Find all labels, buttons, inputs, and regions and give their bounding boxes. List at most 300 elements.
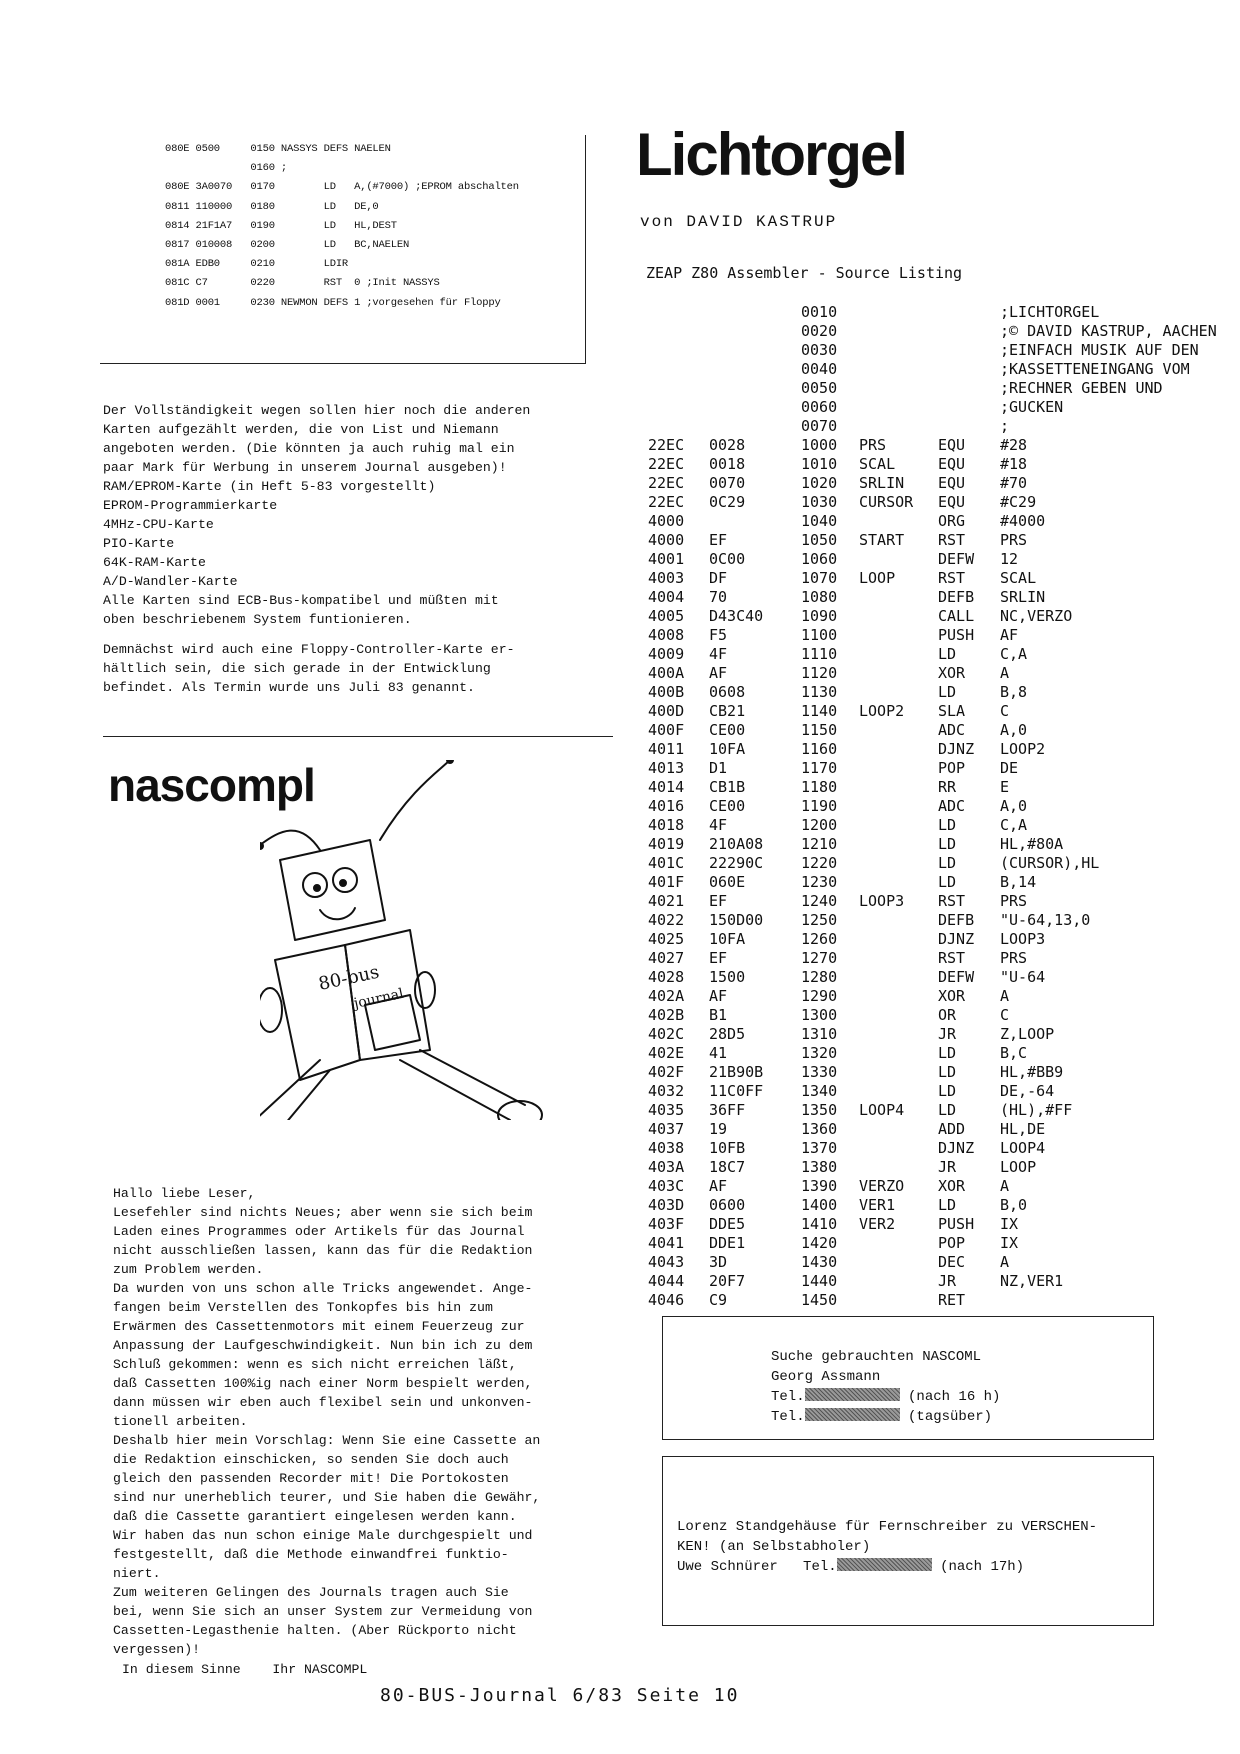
listing-addr: 4013 [648, 759, 685, 777]
listing-code: 11C0FF [709, 1082, 764, 1100]
listing-operand: PRS [1000, 949, 1028, 967]
listing-label [859, 759, 938, 778]
ad1-tel1-label: Tel. [771, 1389, 805, 1405]
listing-op: EQU [938, 474, 966, 492]
listing-row [648, 360, 1240, 379]
listing-code: 150D00 [709, 911, 764, 929]
listing-code: 0600 [709, 1196, 746, 1214]
listing-code: 20F7 [709, 1272, 746, 1290]
listing-operand: Z,LOOP [1000, 1025, 1055, 1043]
listing-code [709, 379, 801, 398]
listing-line: 1330 [801, 1063, 838, 1081]
listing-operand: LOOP4 [1000, 1139, 1046, 1157]
listing-row [648, 607, 1240, 626]
ad1-line2: Georg Assmann [771, 1369, 881, 1385]
listing-addr: 400F [648, 721, 685, 739]
listing-code: B1 [709, 1006, 728, 1024]
listing-operand: (HL),#FF [1000, 1101, 1073, 1119]
top-code-line: 0814 21F1A7 0190 LD HL,DEST [165, 219, 397, 232]
listing-op: RST [938, 569, 966, 587]
listing-row [648, 1139, 1240, 1158]
listing-op [938, 379, 1000, 398]
listing-operand: ; [1000, 417, 1010, 435]
listing-line: 1430 [801, 1253, 838, 1271]
listing-row [648, 322, 1240, 341]
nascompl-cartoon [260, 760, 610, 1120]
listing-code: EF [709, 892, 728, 910]
listing-line: 1400 [801, 1196, 838, 1214]
listing-code: CB1B [709, 778, 746, 796]
listing-op [938, 341, 1000, 360]
listing-label [859, 854, 938, 873]
listing-code: 0608 [709, 683, 746, 701]
listing-addr: 4014 [648, 778, 685, 796]
listing-operand: PRS [1000, 892, 1028, 910]
listing-label [859, 664, 938, 683]
ad2-tel-label: Tel. [803, 1559, 837, 1575]
listing-label [859, 1291, 938, 1310]
listing-addr: 4016 [648, 797, 685, 815]
listing-operand: ;© DAVID KASTRUP, AACHEN [1000, 322, 1217, 340]
listing-operand: PRS [1000, 531, 1028, 549]
listing-op: ADC [938, 721, 966, 739]
ad2-tel-note: (nach 17h) [940, 1559, 1025, 1575]
listing-row [648, 797, 1240, 816]
listing-operand: DE [1000, 759, 1019, 777]
listing-row [648, 550, 1240, 569]
listing-addr: 4028 [648, 968, 685, 986]
listing-op [938, 322, 1000, 341]
top-code-line: 080E 3A0070 0170 LD A,(#7000) ;EPROM abschalten [165, 181, 519, 194]
listing-operand: C,A [1000, 816, 1028, 834]
listing-op: DJNZ [938, 740, 975, 758]
listing-code: 10FA [709, 740, 746, 758]
listing-addr [648, 341, 709, 360]
listing-row [648, 512, 1240, 531]
listing-code: D1 [709, 759, 728, 777]
listing-label [859, 949, 938, 968]
listing-code: 10FA [709, 930, 746, 948]
listing-operand: DE,-64 [1000, 1082, 1055, 1100]
listing-row [648, 759, 1240, 778]
listing-code: F5 [709, 626, 728, 644]
listing-addr [648, 303, 709, 322]
listing-label [859, 379, 938, 398]
listing-label: LOOP [859, 569, 896, 587]
listing-label [859, 740, 938, 759]
listing-addr: 22EC [648, 474, 685, 492]
listing-label: LOOP2 [859, 702, 905, 720]
listing-line: 1300 [801, 1006, 838, 1024]
listing-addr: 402F [648, 1063, 685, 1081]
listing-addr: 402E [648, 1044, 685, 1062]
listing-row [648, 626, 1240, 645]
listing-code: 1500 [709, 968, 746, 986]
listing-op: XOR [938, 664, 966, 682]
listing-addr: 4000 [648, 512, 685, 530]
listing-label [859, 683, 938, 702]
listing-row [648, 569, 1240, 588]
listing-line: 1180 [801, 778, 838, 796]
listing-addr: 4005 [648, 607, 685, 625]
listing-addr: 403C [648, 1177, 685, 1195]
top-code-line: 080E 0500 0150 NASSYS DEFS NAELEN [165, 143, 391, 155]
listing-code: 36FF [709, 1101, 746, 1119]
listing-operand: C [1000, 1006, 1010, 1024]
listing-operand: ;EINFACH MUSIK AUF DEN [1000, 341, 1199, 359]
listing-label [859, 1272, 938, 1291]
listing-label [859, 303, 938, 322]
listing-row [648, 436, 1240, 455]
listing-op: LD [938, 854, 957, 872]
listing-line: 1370 [801, 1139, 838, 1157]
listing-line: 1200 [801, 816, 838, 834]
listing-addr: 22EC [648, 455, 685, 473]
listing-addr: 403A [648, 1158, 685, 1176]
listing-operand: ;KASSETTENEINGANG VOM [1000, 360, 1190, 378]
listing-label [859, 987, 938, 1006]
listing-label [859, 721, 938, 740]
listing-operand: A [1000, 664, 1010, 682]
listing-row [648, 1082, 1240, 1101]
listing-label: PRS [859, 436, 887, 454]
nascompl-title: nascompl [108, 759, 315, 811]
ad-box-lorenz [662, 1456, 1154, 1626]
listing-row [648, 987, 1240, 1006]
listing-row [648, 493, 1240, 512]
top-code-listing [165, 140, 519, 313]
listing-operand: NC,VERZO [1000, 607, 1073, 625]
listing-line: 0010 [801, 303, 838, 321]
listing-operand: "U-64 [1000, 968, 1046, 986]
listing-line: 1210 [801, 835, 838, 853]
listing-row [648, 531, 1240, 550]
listing-addr: 4009 [648, 645, 685, 663]
redacted-phone-3 [837, 1558, 932, 1571]
listing-line: 1380 [801, 1158, 838, 1176]
listing-operand: ;LICHTORGEL [1000, 303, 1100, 321]
nascompl-letter: Hallo liebe Leser, Lesefehler sind nichts Neues; aber wenn sie sich beim Laden eines Programmes oder Artikels für das Journal nicht ausschließen lassen, kann das für die Redaktion zum Problem werden. Da wurden von uns schon alle Tricks angewendet. Ange- fangen beim Verstellen des Tonkopfes bis hin zum Erwärmen des Cassettenmotors mit einem Feuerzeug zur Anpassung der Laufgeschwindigkeit. Nun bin ich zu dem Schluß gekommen: wenn es sich nicht erreichen läßt, daß Cassetten 100%ig nach einer Norm bespielt werden, dann müssen wir eben auch flexibel sein und unkonven- tionell arbeiten. Deshalb hier mein Vorschlag: Wenn Sie eine Cassette an die Redaktion einschicken, so senden Sie doch auch gleich den passenden Recorder mit! Die Portokosten sind nur unerheblich teurer, und Sie haben die Gewähr, daß die Cassette garantiert eingelesen werden kann. Wir haben das nun schon einige Male durchgespielt und festgestellt, daß die Methode einwandfrei funktio- niert. Zum weiteren Gelingen des Journals tragen auch Sie bei, wenn Sie sich an unser System zur Vermeidung von Cassetten-Legasthenie halten. (Aber Rückporto nicht vergessen)! [113, 1186, 541, 1657]
listing-row [648, 949, 1240, 968]
listing-op: ADD [938, 1120, 966, 1138]
listing-op: JR [938, 1272, 957, 1290]
listing-code: 0C00 [709, 550, 746, 568]
listing-row [648, 1234, 1240, 1253]
listing-code: 3D [709, 1253, 728, 1271]
listing-op: SLA [938, 702, 966, 720]
listing-op: DEFB [938, 588, 975, 606]
listing-addr [648, 322, 709, 341]
listing-label [859, 512, 938, 531]
right-antenna [380, 760, 450, 840]
listing-op: LD [938, 683, 957, 701]
listing-code: 0C29 [709, 493, 746, 511]
listing-op: OR [938, 1006, 957, 1024]
listing-code: 70 [709, 588, 728, 606]
left-antenna [260, 831, 320, 850]
listing-addr: 4022 [648, 911, 685, 929]
listing-code: DDE5 [709, 1215, 746, 1233]
magazine-title-2: journal [352, 985, 406, 1012]
listing-operand: B,C [1000, 1044, 1028, 1062]
listing-code [709, 417, 801, 436]
listing-code: AF [709, 664, 728, 682]
listing-addr: 4018 [648, 816, 685, 834]
listing-line: 1100 [801, 626, 838, 644]
listing-line: 1440 [801, 1272, 838, 1290]
listing-row [648, 303, 1240, 322]
listing-label: VER1 [859, 1196, 896, 1214]
listing-addr: 403D [648, 1196, 685, 1214]
listing-code: 10FB [709, 1139, 746, 1157]
nascompl-closing: In diesem Sinne Ihr NASCOMPL [122, 1662, 368, 1677]
listing-addr: 4019 [648, 835, 685, 853]
listing-addr: 4008 [648, 626, 685, 644]
listing-operand: "U-64,13,0 [1000, 911, 1091, 929]
listing-op: LD [938, 1044, 957, 1062]
ad1-content [771, 1347, 1000, 1427]
listing-line: 1000 [801, 436, 838, 454]
listing-addr: 4021 [648, 892, 685, 910]
listing-operand: A,0 [1000, 797, 1028, 815]
listing-code: 28D5 [709, 1025, 746, 1043]
listing-label: LOOP3 [859, 892, 905, 910]
listing-code: 22290C [709, 854, 764, 872]
listing-operand: IX [1000, 1215, 1019, 1233]
listing-row [648, 1063, 1240, 1082]
listing-row [648, 1215, 1240, 1234]
listing-addr [648, 417, 709, 436]
listing-label [859, 1253, 938, 1272]
lichtorgel-title: Lichtorgel [636, 121, 907, 188]
listing-op: POP [938, 1234, 966, 1252]
listing-line: 1350 [801, 1101, 838, 1119]
listing-addr: 4003 [648, 569, 685, 587]
listing-addr: 4037 [648, 1120, 685, 1138]
listing-line: 1080 [801, 588, 838, 606]
listing-row [648, 721, 1240, 740]
listing-code: CE00 [709, 797, 746, 815]
listing-code: 0018 [709, 455, 746, 473]
listing-code: EF [709, 531, 728, 549]
top-code-line: 0160 ; [165, 162, 288, 175]
listing-label: VER2 [859, 1215, 896, 1233]
listing-code: AF [709, 1177, 728, 1195]
listing-row [648, 778, 1240, 797]
listing-operand: A [1000, 1177, 1010, 1195]
ad1-tel1-note: (nach 16 h) [908, 1389, 1001, 1405]
listing-operand: C,A [1000, 645, 1028, 663]
listing-operand: A [1000, 987, 1010, 1005]
listing-op: DEFW [938, 550, 975, 568]
listing-line: 0020 [801, 322, 838, 340]
page-footer: 80-BUS-Journal 6/83 Seite 10 [380, 1685, 740, 1706]
listing-line: 1050 [801, 531, 838, 549]
listing-operand: LOOP2 [1000, 740, 1046, 758]
listing-operand: ;GUCKEN [1000, 398, 1064, 416]
listing-row [648, 702, 1240, 721]
listing-line: 0060 [801, 398, 838, 416]
listing-header: ZEAP Z80 Assembler - Source Listing [646, 264, 963, 282]
top-code-line: 081A EDB0 0210 LDIR [165, 258, 349, 271]
ad2-line2: KEN! (an Selbstabholer) [677, 1539, 871, 1555]
listing-label [859, 550, 938, 569]
listing-line: 1110 [801, 645, 838, 663]
top-code-line: 081C C7 0220 RST 0 ;Init NASSYS [165, 277, 440, 290]
ad2-name: Uwe Schnürer [677, 1559, 778, 1575]
listing-code [709, 322, 801, 341]
listing-row [648, 1291, 1240, 1310]
listing-code: CE00 [709, 721, 746, 739]
listing-addr: 22EC [648, 493, 685, 511]
listing-op: XOR [938, 1177, 966, 1195]
listing-op: LD [938, 645, 957, 663]
listing-line: 1280 [801, 968, 838, 986]
listing-label: VERZO [859, 1177, 905, 1195]
listing-operand: C [1000, 702, 1010, 720]
top-code-box [100, 135, 586, 364]
listing-addr: 403F [648, 1215, 685, 1233]
listing-label: SRLIN [859, 474, 905, 492]
listing-code: 19 [709, 1120, 728, 1138]
listing-row [648, 892, 1240, 911]
listing-label [859, 322, 938, 341]
listing-addr: 400B [648, 683, 685, 701]
listing-op: RST [938, 892, 966, 910]
right-antenna-tip [447, 760, 453, 763]
listing-op: PUSH [938, 626, 975, 644]
listing-code [709, 360, 801, 379]
listing-operand: HL,DE [1000, 1120, 1046, 1138]
listing-op: LD [938, 1082, 957, 1100]
listing-op: JR [938, 1025, 957, 1043]
listing-line: 1060 [801, 550, 838, 568]
listing-line: 1160 [801, 740, 838, 758]
listing-row [648, 474, 1240, 493]
listing-addr: 4035 [648, 1101, 685, 1119]
listing-op: PUSH [938, 1215, 975, 1233]
listing-operand: NZ,VER1 [1000, 1272, 1064, 1290]
listing-row [648, 873, 1240, 892]
listing-op: LD [938, 1101, 957, 1119]
listing-code: CB21 [709, 702, 746, 720]
listing-addr: 4001 [648, 550, 685, 568]
listing-op: DEFW [938, 968, 975, 986]
listing-line: 0030 [801, 341, 838, 359]
listing-row [648, 835, 1240, 854]
listing-op: ORG [938, 512, 966, 530]
listing-op: LD [938, 873, 957, 891]
listing-line: 1020 [801, 474, 838, 492]
listing-label: SCAL [859, 455, 896, 473]
floppy-paragraph: Demnächst wird auch eine Floppy-Controller-Karte er- hältlich sein, die sich gerade in der Entwicklung befindet. Als Termin wurde uns Juli 83 genannt. [103, 642, 515, 695]
listing-operand: A [1000, 1253, 1010, 1271]
listing-op: XOR [938, 987, 966, 1005]
listing-row [648, 930, 1240, 949]
redacted-phone-2 [805, 1408, 900, 1421]
listing-addr [648, 398, 709, 417]
listing-operand: LOOP [1000, 1158, 1037, 1176]
lichtorgel-author: von DAVID KASTRUP [640, 213, 838, 231]
listing-code: 21B90B [709, 1063, 764, 1081]
listing-row [648, 455, 1240, 474]
listing-row [648, 683, 1240, 702]
listing-row [648, 1044, 1240, 1063]
listing-code: 0070 [709, 474, 746, 492]
listing-line: 1240 [801, 892, 838, 910]
listing-code: 0028 [709, 436, 746, 454]
listing-row [648, 1196, 1240, 1215]
listing-line: 1360 [801, 1120, 838, 1138]
listing-operand: AF [1000, 626, 1019, 644]
listing-operand: IX [1000, 1234, 1019, 1252]
listing-label [859, 1044, 938, 1063]
listing-code: DF [709, 569, 728, 587]
listing-op: EQU [938, 493, 966, 511]
listing-operand: (CURSOR),HL [1000, 854, 1100, 872]
listing-label: START [859, 531, 905, 549]
listing-addr: 4025 [648, 930, 685, 948]
listing-line: 1220 [801, 854, 838, 872]
listing-code: AF [709, 987, 728, 1005]
listing-code: D43C40 [709, 607, 764, 625]
listing-label: LOOP4 [859, 1101, 905, 1119]
listing-op: POP [938, 759, 966, 777]
listing-label [859, 797, 938, 816]
listing-addr: 401F [648, 873, 685, 891]
listing-line: 1250 [801, 911, 838, 929]
listing-code: EF [709, 949, 728, 967]
listing-addr: 4004 [648, 588, 685, 606]
listing-label [859, 1082, 938, 1101]
listing-line: 1320 [801, 1044, 838, 1062]
listing-operand: LOOP3 [1000, 930, 1046, 948]
listing-label [859, 626, 938, 645]
listing-addr: 4043 [648, 1253, 685, 1271]
listing-op: LD [938, 1196, 957, 1214]
listing-line: 1420 [801, 1234, 838, 1252]
listing-op: CALL [938, 607, 975, 625]
ad1-tel2-label: Tel. [771, 1409, 805, 1425]
listing-operand: 12 [1000, 550, 1019, 568]
listing-op: LD [938, 835, 957, 853]
top-code-line: 0811 110000 0180 LD DE,0 [165, 200, 379, 213]
listing-code: C9 [709, 1291, 728, 1309]
listing-row [648, 417, 1240, 436]
listing-addr: 4027 [648, 949, 685, 967]
listing-row [648, 588, 1240, 607]
ad-box-nascom [662, 1316, 1154, 1440]
listing-operand: HL,#80A [1000, 835, 1064, 853]
listing-label [859, 930, 938, 949]
listing-code: 18C7 [709, 1158, 746, 1176]
listing-label [859, 1234, 938, 1253]
listing-label [859, 816, 938, 835]
listing-label [859, 911, 938, 930]
listing-addr: 4046 [648, 1291, 685, 1309]
listing-row [648, 1025, 1240, 1044]
listing-label [859, 1120, 938, 1139]
ad1-tel2-note: (tagsüber) [908, 1409, 993, 1425]
listing-label [859, 607, 938, 626]
listing-op: DEC [938, 1253, 966, 1271]
listing-row [648, 968, 1240, 987]
listing-operand: #C29 [1000, 493, 1037, 511]
intro-paragraph: Der Vollständigkeit wegen sollen hier noch die anderen Karten aufgezählt werden, die von List und Niemann angeboten werden. (Die könnten ja auch ruhig mal ein paar Mark für Werbung in unserem Journal ausgeben)! RAM/EPROM-Karte (in Heft 5-83 vorgestellt) EPROM-Programmierkarte 4MHz-CPU-Karte PIO-Karte 64K-RAM-Karte A/D-Wandler-Karte Alle Karten sind ECB-Bus-kompatibel und müßten mit oben beschriebenem System funtionieren. [103, 403, 531, 627]
listing-addr: 402B [648, 1006, 685, 1024]
listing-row [648, 1120, 1240, 1139]
listing-label [859, 873, 938, 892]
